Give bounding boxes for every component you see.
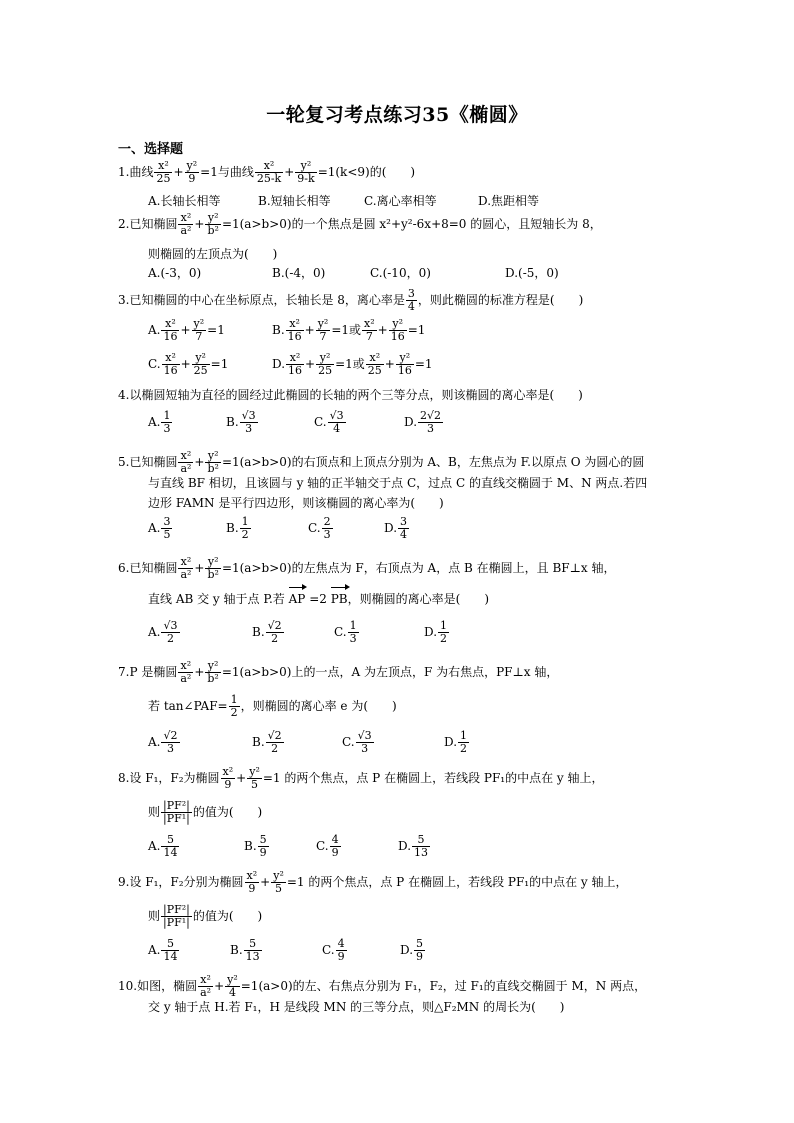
- q10-line-2: 交 y 轴于点 H.若 F₁，H 是线段 MN 的三等分点，则△F₂MN 的周长为( ): [148, 1000, 565, 1014]
- question-10: 10.如图，椭圆 $\frac{\text{x²}}{\text{a²}}$ + $\frac{\text{y²}}{4}$ =1(a>0)的左、右焦点分别为 F₁，F₂，过 F₁的直线交椭圆于 M，N 两点，: [118, 973, 647, 999]
- vector-ap: AP: [288, 592, 306, 606]
- fraction: $\frac{\text{x²}}{25}$: [156, 159, 171, 185]
- q4-option-b: B. $\frac{√3}{3}$: [226, 409, 256, 435]
- question-3: 3.已知椭圆的中心在坐标原点，长轴长是 8，离心率是 $\frac{3}{4}$ ，则此椭圆的标准方程是( ): [118, 287, 584, 313]
- question-9: 9.设 F₁，F₂分别为椭圆 $\frac{\text{x²}}{9}$ + $\frac{\text{y²}}{5}$ =1 的两个焦点，点 P 在椭圆上，若线段 PF₁的中点在 y 轴上，: [118, 869, 628, 895]
- q5-option-a: A. $\frac{3}{5}$: [148, 515, 171, 541]
- q6-option-b: B. $\frac{√2}{2}$: [252, 619, 282, 645]
- q7-option-d: D. $\frac{1}{2}$: [444, 729, 468, 755]
- q2-option-d: D.(-5，0): [505, 266, 559, 280]
- question-8: 8.设 F₁，F₂为椭圆 $\frac{\text{x²}}{9}$ + $\frac{\text{y²}}{5}$ =1 的两个焦点，点 P 在椭圆上，若线段 PF₁的中点在 y 轴上，: [118, 765, 604, 791]
- section-heading: 一、选择题: [118, 142, 184, 157]
- q2-option-c: C.(-10，0): [370, 266, 431, 280]
- question-6: 6.已知椭圆 $\frac{\text{x²}}{\text{a²}}$ + $\frac{\text{y²}}{\text{b²}}$ =1(a>b>0)的左焦点为 F，右顶点为 A，点 B 在椭圆上，且 BF⊥x 轴，: [118, 555, 616, 581]
- q1-option-a: A.长轴长相等: [148, 194, 221, 208]
- q1-prefix: 1.曲线: [118, 165, 154, 179]
- q9-option-d: D. $\frac{5}{9}$: [400, 937, 424, 963]
- q7-option-c: C. $\frac{√3}{3}$: [342, 729, 372, 755]
- page-title: 一轮复习考点练习35《椭圆》: [266, 104, 528, 126]
- q2-option-a: A.(-3，0): [148, 266, 202, 280]
- q5-line-3: 边形 FAMN 是平行四边形，则该椭圆的离心率为( ): [148, 496, 444, 510]
- q9-option-c: C. $\frac{4}{9}$: [322, 937, 345, 963]
- q8-option-d: D. $\frac{5}{13}$: [398, 833, 429, 859]
- question-2: 2.已知椭圆 $\frac{\text{x²}}{\text{a²}}$ + $\frac{\text{y²}}{\text{b²}}$ =1(a>b>0)的一个焦点是圆 x²+y²-6x+8=0 的圆心，且短轴长为 8，: [118, 211, 602, 237]
- q3-option-c: C. $\frac{\text{x²}}{16}$ + $\frac{\text{y²}}{25}$ =1: [148, 351, 229, 377]
- q6-option-a: A. $\frac{√3}{2}$: [148, 619, 178, 645]
- fraction: $\frac{3}{4}$: [407, 287, 415, 313]
- q5-option-d: D. $\frac{3}{4}$: [384, 515, 408, 541]
- q1-option-c: C.离心率相等: [364, 194, 437, 208]
- question-5: 5.已知椭圆 $\frac{\text{x²}}{\text{a²}}$ + $\frac{\text{y²}}{\text{b²}}$ =1(a>b>0)的右顶点和上顶点分别为 A、B，左焦点为 F.以原点 O 为圆心的圆: [118, 449, 645, 475]
- q3-option-b: B. $\frac{\text{x²}}{16}$ + $\frac{\text{y²}}{7}$ =1或 $\frac{\text{x²}}{7}$ + $\frac{\text{y²}}{16}$ =1: [272, 317, 426, 343]
- q8-option-b: B. $\frac{5}{9}$: [244, 833, 267, 859]
- q5-line-2: 与直线 BF 相切，且该圆与 y 轴的正半轴交于点 C，过点 C 的直线交椭圆于 M、N 两点.若四: [148, 476, 648, 490]
- q2-option-b: B.(-4，0): [272, 266, 326, 280]
- q6-line-2: 直线 AB 交 y 轴于点 P.若 AP =2 PB，则椭圆的离心率是( ): [148, 592, 490, 606]
- question-7: 7.P 是椭圆 $\frac{\text{x²}}{\text{a²}}$ + $\frac{\text{y²}}{\text{b²}}$ =1(a>b>0)上的一点，A 为左顶点，F 为右焦点，PF⊥x 轴，: [118, 659, 559, 685]
- fraction: $\frac{\text{y²}}{9}$: [186, 159, 198, 185]
- fraction: $\frac{\text{y²}}{\text{b²}}$: [207, 211, 219, 237]
- q7-line-2: 若 tan∠PAF= $\frac{1}{2}$ ，则椭圆的离心率 e 为( ): [148, 693, 397, 719]
- fraction: $\frac{\text{y²}}{9-k}$: [297, 159, 315, 185]
- q9-option-b: B. $\frac{5}{13}$: [230, 937, 260, 963]
- question-4: 4.以椭圆短轴为直径的圆经过此椭圆的长轴的两个三等分点，则该椭圆的离心率是( ): [118, 388, 583, 402]
- q7-option-a: A. $\frac{√2}{3}$: [148, 729, 178, 755]
- q8-line-2: 则 $\frac{\text{|PF²|}}{\text{|PF¹|}}$ 的值为( ): [148, 799, 263, 825]
- q6-option-d: D. $\frac{1}{2}$: [424, 619, 448, 645]
- vector-pb: PB: [330, 592, 348, 606]
- question-1: 1.曲线 $\frac{\text{x²}}{25}$ + $\frac{\text{y²}}{9}$ =1与曲线 $\frac{\text{x²}}{25-k}$ + $\frac{\text{y²}}{9-k}$ =1(k<9)的( ): [118, 159, 416, 185]
- q5-option-b: B. $\frac{1}{2}$: [226, 515, 249, 541]
- q2-line-2: 则椭圆的左顶点为( ): [148, 247, 278, 261]
- q3-option-a: A. $\frac{\text{x²}}{16}$ + $\frac{\text{y²}}{7}$ =1: [148, 317, 225, 343]
- fraction: $\frac{\text{x²}}{\text{a²}}$: [180, 211, 192, 237]
- fraction: $\frac{\text{x²}}{25-k}$: [256, 159, 282, 185]
- q7-option-b: B. $\frac{√2}{2}$: [252, 729, 282, 755]
- q1-option-d: D.焦距相等: [478, 194, 540, 208]
- q6-option-c: C. $\frac{1}{3}$: [334, 619, 357, 645]
- q4-option-d: D. $\frac{2√2}{3}$: [404, 409, 442, 435]
- q3-option-d: D. $\frac{\text{x²}}{16}$ + $\frac{\text{y²}}{25}$ =1或 $\frac{\text{x²}}{25}$ + $\frac{\text{y²}}{16}$ =1: [272, 351, 433, 377]
- q9-option-a: A. $\frac{5}{14}$: [148, 937, 178, 963]
- q5-option-c: C. $\frac{2}{3}$: [308, 515, 331, 541]
- q1-option-b: B.短轴长相等: [258, 194, 331, 208]
- q4-option-a: A. $\frac{1}{3}$: [148, 409, 171, 435]
- q4-option-c: C. $\frac{√3}{4}$: [314, 409, 344, 435]
- q8-option-a: A. $\frac{5}{14}$: [148, 833, 178, 859]
- q9-line-2: 则 $\frac{\text{|PF²|}}{\text{|PF¹|}}$ 的值为( ): [148, 903, 263, 929]
- q8-option-c: C. $\frac{4}{9}$: [316, 833, 339, 859]
